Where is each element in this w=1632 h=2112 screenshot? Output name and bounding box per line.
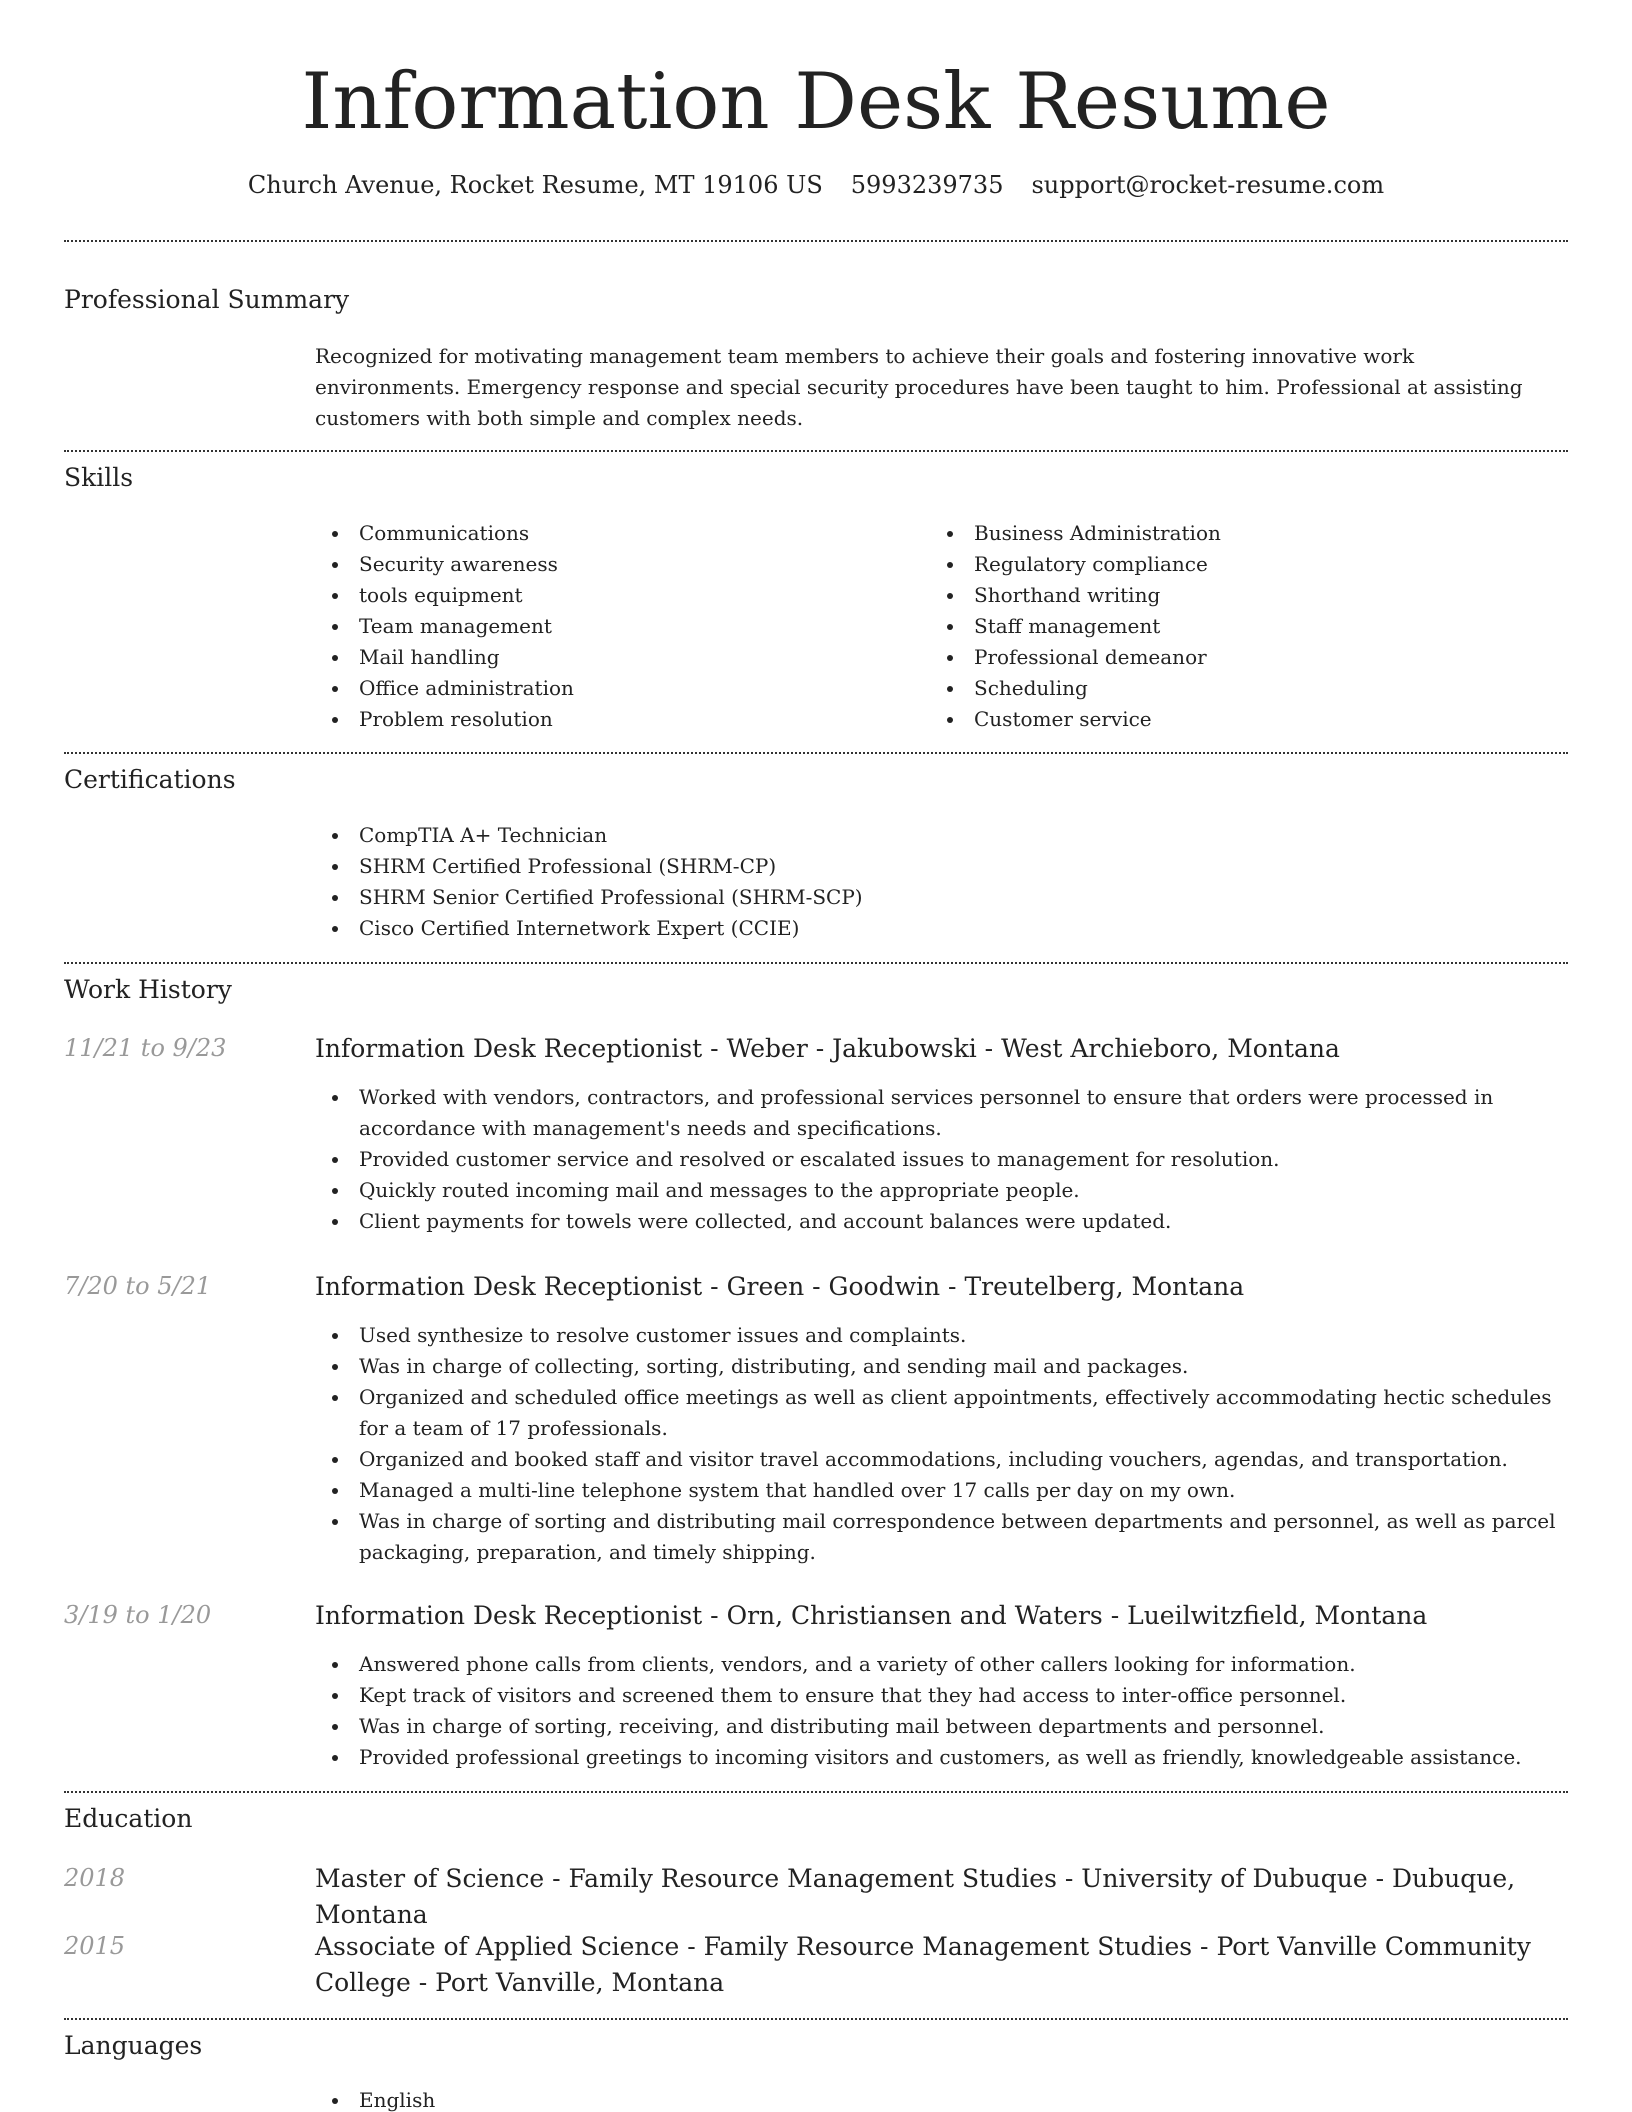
education-field: Family Resource Management Studies — [568, 1864, 1057, 1893]
education-location: Port Vanville, Montana — [435, 1968, 725, 1997]
skill-item: Office administration — [315, 673, 915, 704]
job-heading: Information Desk Receptionist - Green - Goodwin - Treutelberg, Montana — [315, 1272, 1245, 1301]
skill-item: Scheduling — [930, 673, 1550, 704]
job-role: Information Desk Receptionist — [315, 1601, 703, 1630]
certification-item: SHRM Senior Certified Professional (SHRM-SCP) — [315, 882, 1565, 913]
skill-item: Team management — [315, 611, 915, 642]
skills-list-right — [930, 518, 1550, 735]
skill-item: Communications — [315, 518, 915, 549]
resume-title: Information Desk Resume — [301, 57, 1331, 147]
divider — [64, 2018, 1568, 2020]
job-bullets — [315, 1649, 1568, 1773]
section-title-work-history: Work History — [64, 975, 232, 1004]
divider — [64, 240, 1568, 242]
job-bullet: Organized and booked staff and visitor travel accommodations, including vouchers, agendas, and transportation. — [315, 1444, 1568, 1475]
skill-item: tools equipment — [315, 580, 915, 611]
job-location: West Archieboro, Montana — [1001, 1034, 1340, 1063]
job-bullet: Quickly routed incoming mail and messages to the appropriate people. — [315, 1175, 1568, 1206]
job-bullet: Organized and scheduled office meetings as well as client appointments, effectively accommodating hectic schedules for a team of 17 professionals. — [315, 1382, 1568, 1444]
education-school: Port Vanville Community College — [315, 1932, 1531, 1997]
job-role: Information Desk Receptionist — [315, 1034, 703, 1063]
summary-text: Recognized for motivating management team members to achieve their goals and fostering innovative work environments. Emergency response and special security procedures have been taught to him. Professional at assisting customers with both simple and complex needs. — [315, 344, 1523, 430]
job-company: Weber - Jakubowski — [726, 1034, 977, 1063]
education-heading: Master of Science - Family Resource Management Studies - University of Dubuque - Dubuque, Montana — [315, 1864, 1516, 1929]
job-company: Green - Goodwin — [726, 1272, 941, 1301]
education-heading: Associate of Applied Science - Family Resource Management Studies - Port Vanville Community College - Port Vanville, Montana — [315, 1932, 1531, 1997]
job-bullet: Answered phone calls from clients, vendors, and a variety of other callers looking for information. — [315, 1649, 1568, 1680]
divider — [64, 1791, 1568, 1793]
skill-item: Business Administration — [930, 518, 1550, 549]
languages-list — [315, 2085, 1565, 2112]
skill-item: Staff management — [930, 611, 1550, 642]
divider — [64, 752, 1568, 754]
job-role: Information Desk Receptionist — [315, 1272, 703, 1301]
job-bullets — [315, 1320, 1568, 1568]
section-title-skills: Skills — [64, 463, 134, 492]
job-location: Treutelberg, Montana — [964, 1272, 1245, 1301]
job-heading: Information Desk Receptionist - Orn, Christiansen and Waters - Lueilwitzfield, Montana — [315, 1601, 1428, 1630]
certifications-list — [315, 820, 1565, 944]
job-bullet: Provided customer service and resolved or escalated issues to management for resolution. — [315, 1144, 1568, 1175]
skills-list-left — [315, 518, 915, 735]
contact-email[interactable]: support@rocket-resume.com — [1031, 171, 1385, 199]
section-title-certifications: Certifications — [64, 765, 236, 794]
job-bullet: Was in charge of collecting, sorting, distributing, and sending mail and packages. — [315, 1351, 1568, 1382]
education-degree: Associate of Applied Science — [315, 1932, 680, 1961]
job-bullet: Kept track of visitors and screened them to ensure that they had access to inter-office personnel. — [315, 1680, 1568, 1711]
job-bullet: Provided professional greetings to incoming visitors and customers, as well as friendly, knowledgeable assistance. — [315, 1742, 1568, 1773]
certification-item: CompTIA A+ Technician — [315, 820, 1565, 851]
job-bullet: Worked with vendors, contractors, and professional services personnel to ensure that orders were processed in accordance with management's needs and specifications. — [315, 1082, 1568, 1144]
education-degree: Master of Science — [315, 1864, 545, 1893]
job-bullet: Used synthesize to resolve customer issues and complaints. — [315, 1320, 1568, 1351]
job-dates: 3/19 to 1/20 — [64, 1601, 212, 1629]
job-bullets — [315, 1082, 1568, 1237]
skill-item: Regulatory compliance — [930, 549, 1550, 580]
job-dates: 11/21 to 9/23 — [64, 1034, 227, 1062]
skill-item: Shorthand writing — [930, 580, 1550, 611]
skill-item: Problem resolution — [315, 704, 915, 735]
job-bullet: Client payments for towels were collected, and account balances were updated. — [315, 1206, 1568, 1237]
skill-item: Mail handling — [315, 642, 915, 673]
job-heading: Information Desk Receptionist - Weber - Jakubowski - West Archieboro, Montana — [315, 1034, 1340, 1063]
education-school: University of Dubuque — [1081, 1864, 1368, 1893]
divider — [64, 450, 1568, 452]
contact-address: Church Avenue, Rocket Resume, MT 19106 US — [247, 171, 823, 199]
skill-item: Security awareness — [315, 549, 915, 580]
job-company: Orn, Christiansen and Waters — [726, 1601, 1103, 1630]
job-bullet: Was in charge of sorting and distributing mail correspondence between departments and personnel, as well as parcel packaging, preparation, and timely shipping. — [315, 1506, 1568, 1568]
divider — [64, 962, 1568, 964]
section-title-education: Education — [64, 1804, 193, 1833]
education-year: 2015 — [64, 1932, 126, 1960]
job-dates: 7/20 to 5/21 — [64, 1272, 212, 1300]
certification-item: Cisco Certified Internetwork Expert (CCIE) — [315, 913, 1565, 944]
job-bullet: Was in charge of sorting, receiving, and distributing mail between departments and personnel. — [315, 1711, 1568, 1742]
contact-line — [64, 168, 1568, 202]
language-item: English — [315, 2085, 1565, 2112]
skill-item: Customer service — [930, 704, 1550, 735]
job-bullet: Managed a multi-line telephone system that handled over 17 calls per day on my own. — [315, 1475, 1568, 1506]
section-title-languages: Languages — [64, 2031, 203, 2060]
job-location: Lueilwitzfield, Montana — [1127, 1601, 1428, 1630]
certification-item: SHRM Certified Professional (SHRM-CP) — [315, 851, 1565, 882]
contact-phone: 5993239735 — [850, 171, 1004, 199]
education-year: 2018 — [64, 1864, 126, 1892]
education-field: Family Resource Management Studies — [703, 1932, 1193, 1961]
skill-item: Professional demeanor — [930, 642, 1550, 673]
education-location: Dubuque, Montana — [315, 1864, 1516, 1929]
section-title-summary: Professional Summary — [64, 285, 350, 314]
